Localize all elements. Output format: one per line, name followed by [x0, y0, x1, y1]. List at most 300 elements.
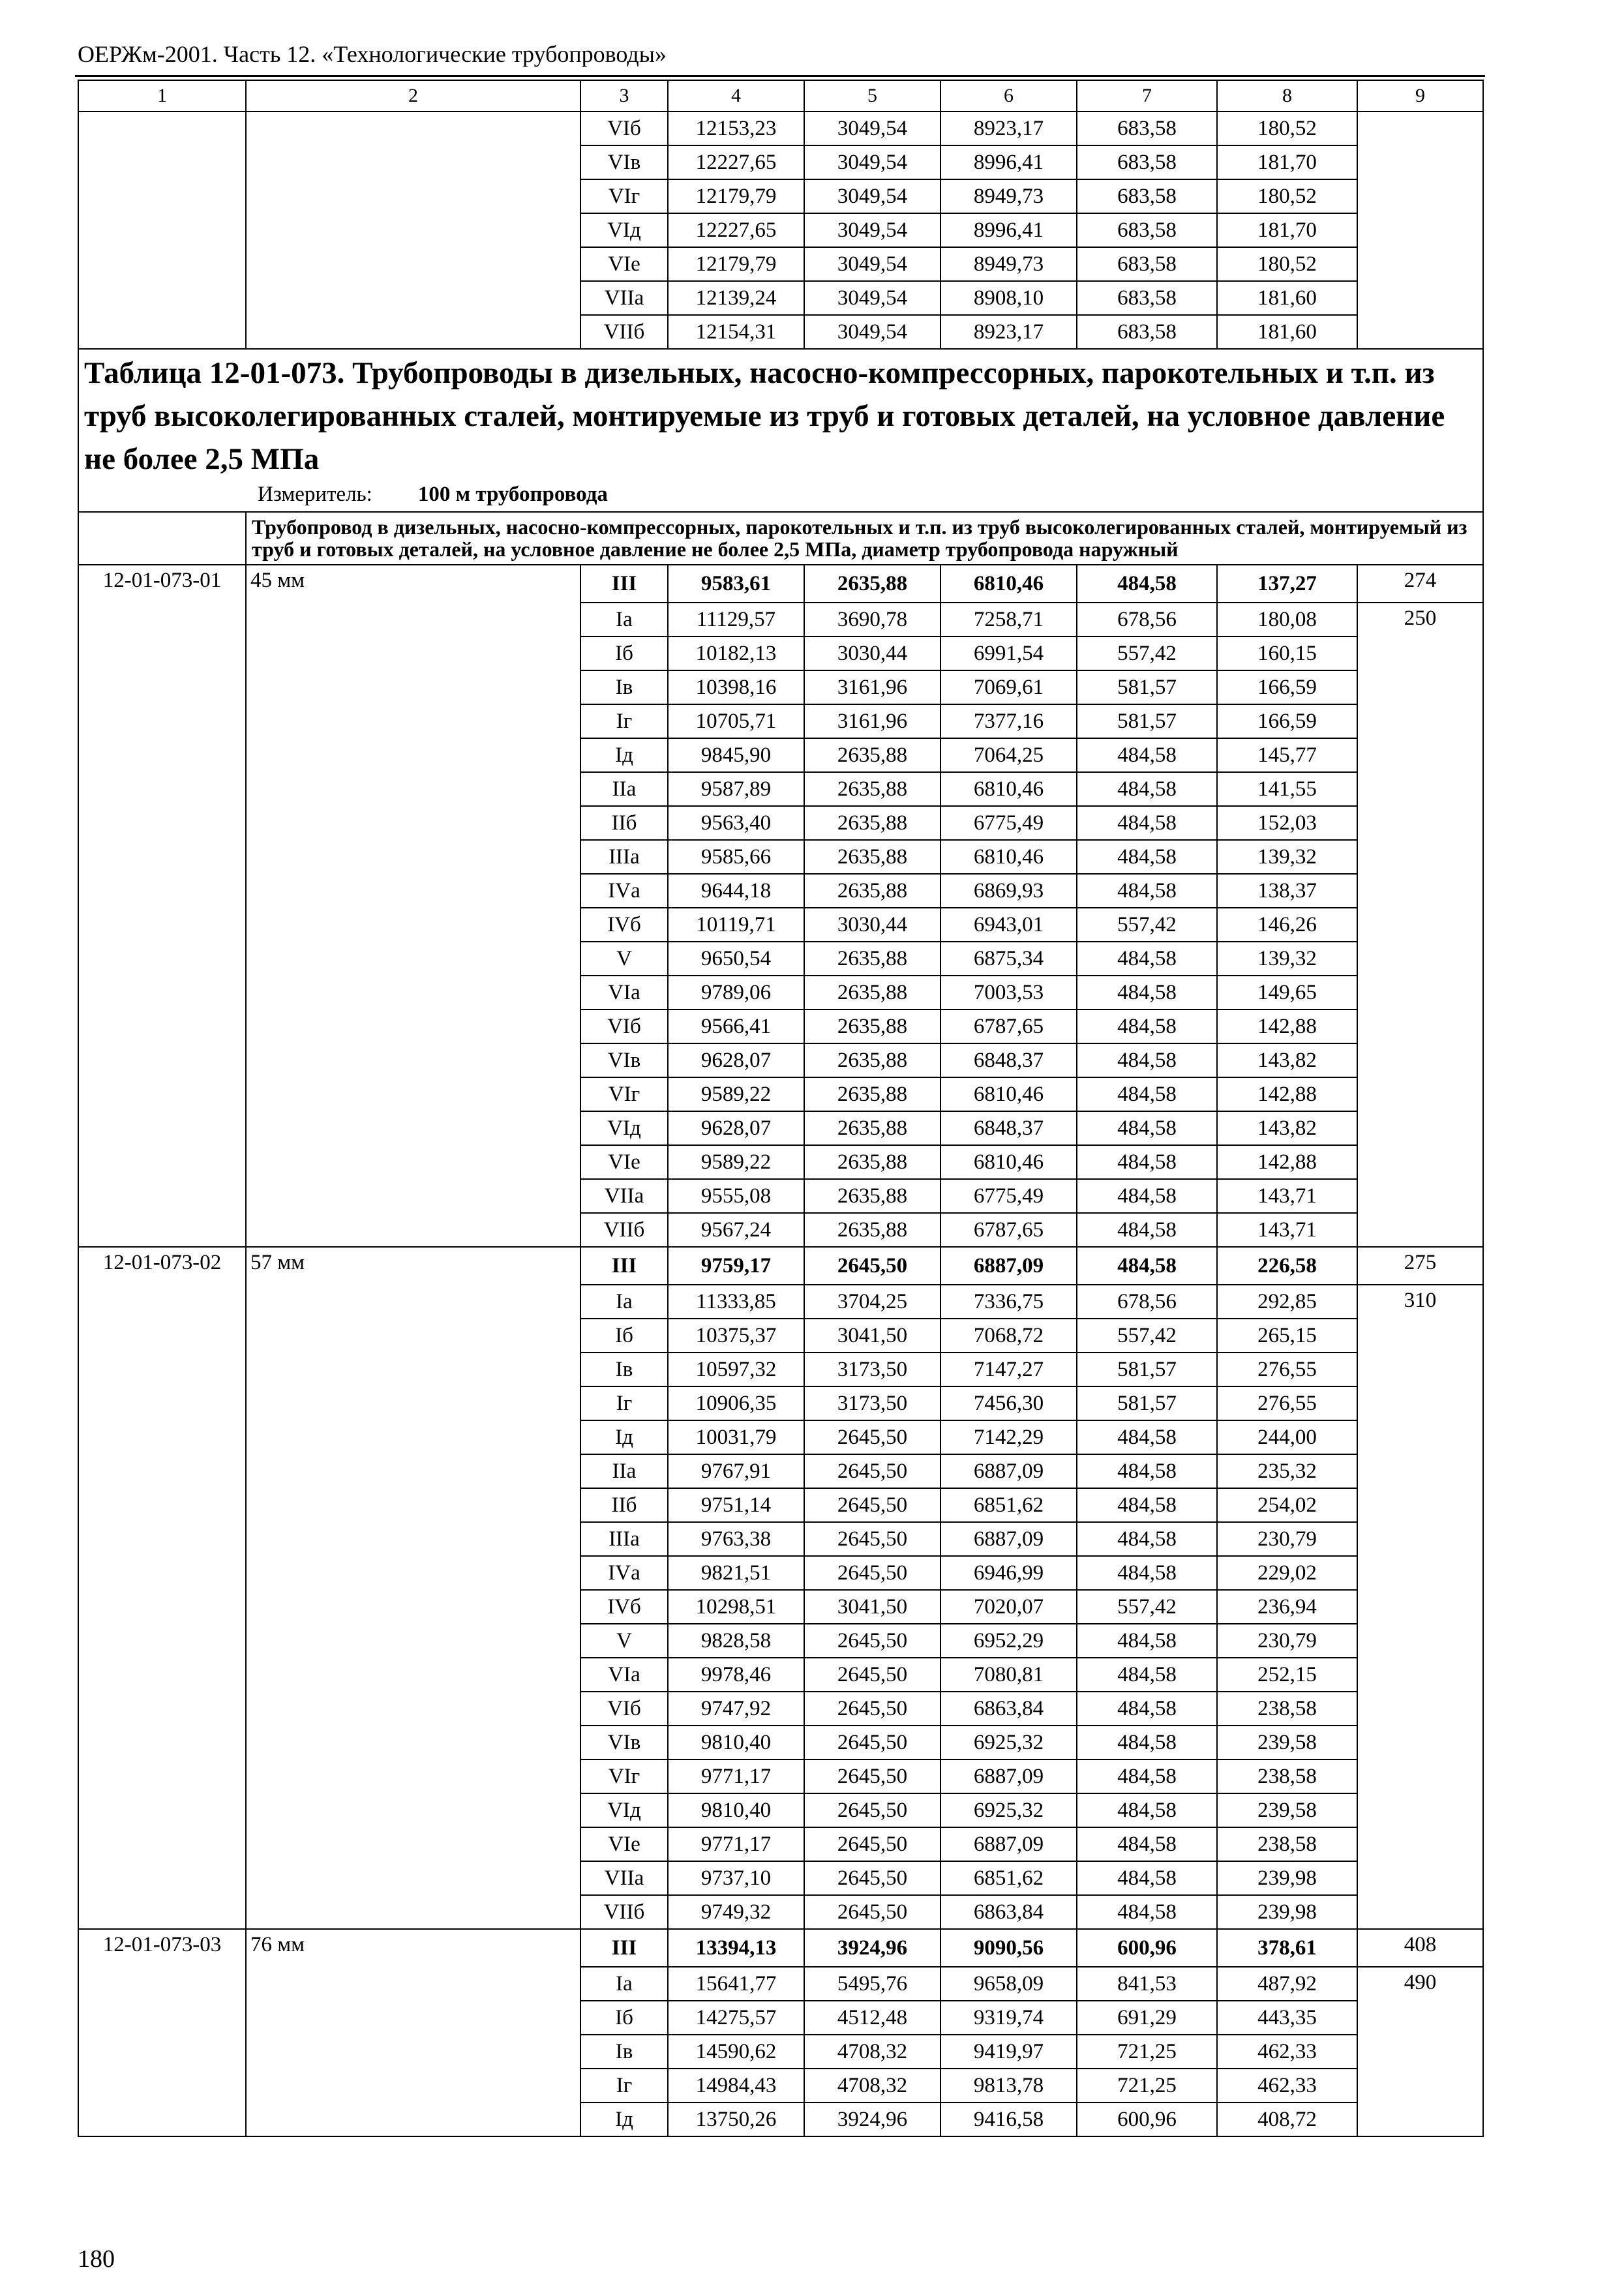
table-cell: 484,58: [1077, 806, 1217, 840]
table-cell: Iб: [580, 2001, 668, 2035]
table-cell: 6810,46: [940, 1077, 1077, 1111]
table-cell: 484,58: [1077, 1420, 1217, 1454]
table-cell: 8949,73: [940, 179, 1077, 213]
table-cell: 10375,37: [668, 1319, 804, 1353]
column-9-value: 250: [1357, 603, 1483, 1247]
table-cell: 2645,50: [804, 1793, 940, 1827]
table-cell: 484,58: [1077, 840, 1217, 874]
table-cell: 6887,09: [940, 1759, 1077, 1793]
table-cell: 6810,46: [940, 772, 1077, 806]
table-cell: IIб: [580, 1488, 668, 1522]
table-cell: 6925,32: [940, 1793, 1077, 1827]
table-cell: 7068,72: [940, 1319, 1077, 1353]
table-cell: 2645,50: [804, 1692, 940, 1726]
table-cell: 3030,44: [804, 636, 940, 670]
table-cell: 9567,24: [668, 1213, 804, 1247]
table-cell: 8923,17: [940, 112, 1077, 145]
table-cell: Iд: [580, 1420, 668, 1454]
table-cell: 6887,09: [940, 1827, 1077, 1861]
table-cell: III: [580, 565, 668, 603]
table-cell: 6775,49: [940, 1179, 1077, 1213]
table-cell: 487,92: [1217, 1967, 1357, 2001]
table-cell: 3173,50: [804, 1386, 940, 1420]
column-9-value: 275: [1357, 1247, 1483, 1285]
table-title-cell: [78, 349, 1483, 512]
table-cell: VIв: [580, 1726, 668, 1759]
table-cell: 3173,50: [804, 1353, 940, 1386]
table-cell: 484,58: [1077, 942, 1217, 976]
table-cell: Iв: [580, 2035, 668, 2069]
table-cell: 14590,62: [668, 2035, 804, 2069]
table-cell: 181,70: [1217, 213, 1357, 247]
column-number: 6: [940, 80, 1077, 112]
table-cell: 9759,17: [668, 1247, 804, 1285]
table-cell: III: [580, 1929, 668, 1967]
table-row: [78, 1247, 1483, 1285]
table-cell: VIг: [580, 1759, 668, 1793]
table-cell: 2635,88: [804, 1077, 940, 1111]
table-cell: VIIа: [580, 1179, 668, 1213]
table-cell: 3049,54: [804, 281, 940, 315]
table-cell: 6943,01: [940, 908, 1077, 942]
table-cell: 239,98: [1217, 1895, 1357, 1929]
table-cell: Iа: [580, 603, 668, 636]
table-cell: IIа: [580, 1454, 668, 1488]
table-cell: 229,02: [1217, 1556, 1357, 1590]
table-cell: 6925,32: [940, 1726, 1077, 1759]
column-number: 8: [1217, 80, 1357, 112]
table-cell: 12153,23: [668, 112, 804, 145]
table-cell: 2635,88: [804, 1145, 940, 1179]
table-cell: 7377,16: [940, 704, 1077, 738]
table-cell: 484,58: [1077, 1111, 1217, 1145]
table-cell: 683,58: [1077, 247, 1217, 281]
table-cell: IIIа: [580, 840, 668, 874]
table-cell: 10119,71: [668, 908, 804, 942]
table-cell: 9589,22: [668, 1077, 804, 1111]
table-cell: 2645,50: [804, 1895, 940, 1929]
measure-line: [84, 483, 1477, 506]
column-9-value: 310: [1357, 1285, 1483, 1929]
table-cell: 236,94: [1217, 1590, 1357, 1624]
table-cell: 2645,50: [804, 1420, 940, 1454]
table-cell: 12154,31: [668, 315, 804, 349]
table-cell: 12139,24: [668, 281, 804, 315]
table-cell: 3041,50: [804, 1590, 940, 1624]
table-cell: 230,79: [1217, 1522, 1357, 1556]
column-9-value: 408: [1357, 1929, 1483, 1967]
table-cell: 5495,76: [804, 1967, 940, 2001]
table-cell: VIд: [580, 1111, 668, 1145]
table-cell: 9585,66: [668, 840, 804, 874]
table-cell: 9771,17: [668, 1759, 804, 1793]
table-cell: 142,88: [1217, 1010, 1357, 1043]
table-cell: 721,25: [1077, 2035, 1217, 2069]
item-code: 12-01-073-02: [78, 1247, 246, 1929]
table-cell: 484,58: [1077, 1658, 1217, 1692]
table-cell: 152,03: [1217, 806, 1357, 840]
table-cell: 2635,88: [804, 1213, 940, 1247]
table-cell: 9751,14: [668, 1488, 804, 1522]
table-cell: 9319,74: [940, 2001, 1077, 2035]
table-cell: 238,58: [1217, 1827, 1357, 1861]
table-cell: 484,58: [1077, 1179, 1217, 1213]
table-cell: IVа: [580, 1556, 668, 1590]
table-cell: 683,58: [1077, 315, 1217, 349]
table-cell: 14275,57: [668, 2001, 804, 2035]
empty-cell: [1357, 112, 1483, 349]
table-cell: 581,57: [1077, 670, 1217, 704]
table-cell: 9771,17: [668, 1827, 804, 1861]
table-cell: IIа: [580, 772, 668, 806]
table-cell: 10906,35: [668, 1386, 804, 1420]
table-cell: 484,58: [1077, 1692, 1217, 1726]
table-cell: 3049,54: [804, 315, 940, 349]
table-cell: 13394,13: [668, 1929, 804, 1967]
table-cell: 3924,96: [804, 2102, 940, 2136]
table-cell: 14984,43: [668, 2069, 804, 2102]
table-cell: 180,08: [1217, 603, 1357, 636]
table-cell: 557,42: [1077, 1319, 1217, 1353]
table-cell: 581,57: [1077, 704, 1217, 738]
table-cell: VIа: [580, 976, 668, 1010]
table-cell: 2645,50: [804, 1556, 940, 1590]
table-cell: 6848,37: [940, 1111, 1077, 1145]
table-cell: VIIа: [580, 281, 668, 315]
table-cell: 10398,16: [668, 670, 804, 704]
table-cell: III: [580, 1247, 668, 1285]
table-cell: 4512,48: [804, 2001, 940, 2035]
table-cell: 8996,41: [940, 145, 1077, 179]
table-cell: 3049,54: [804, 112, 940, 145]
table-cell: 7069,61: [940, 670, 1077, 704]
table-cell: 484,58: [1077, 1726, 1217, 1759]
table-cell: VIв: [580, 1043, 668, 1077]
table-cell: 6810,46: [940, 1145, 1077, 1179]
table-cell: 180,52: [1217, 179, 1357, 213]
table-cell: 276,55: [1217, 1386, 1357, 1420]
table-cell: 4708,32: [804, 2069, 940, 2102]
table-cell: 2635,88: [804, 1179, 940, 1213]
table-cell: 484,58: [1077, 976, 1217, 1010]
table-cell: 6887,09: [940, 1454, 1077, 1488]
table-cell: 3049,54: [804, 179, 940, 213]
table-cell: 2645,50: [804, 1658, 940, 1692]
table-cell: IVа: [580, 874, 668, 908]
table-cell: 9821,51: [668, 1556, 804, 1590]
table-cell: 6887,09: [940, 1247, 1077, 1285]
table-cell: 9589,22: [668, 1145, 804, 1179]
table-cell: 2635,88: [804, 806, 940, 840]
table-cell: V: [580, 1624, 668, 1658]
empty-cell: [78, 112, 246, 349]
table-cell: 9749,32: [668, 1895, 804, 1929]
table-cell: 239,58: [1217, 1726, 1357, 1759]
table-cell: 9555,08: [668, 1179, 804, 1213]
table-cell: 9978,46: [668, 1658, 804, 1692]
table-cell: 683,58: [1077, 112, 1217, 145]
measure-value: 100 м трубопровода: [417, 483, 608, 507]
table-cell: 7456,30: [940, 1386, 1077, 1420]
column-9-value: 490: [1357, 1967, 1483, 2136]
table-cell: 484,58: [1077, 1522, 1217, 1556]
table-cell: 3049,54: [804, 213, 940, 247]
table-cell: 2645,50: [804, 1454, 940, 1488]
table-cell: 6869,93: [940, 874, 1077, 908]
table-cell: 443,35: [1217, 2001, 1357, 2035]
table-cell: 484,58: [1077, 1759, 1217, 1793]
table-cell: 180,52: [1217, 112, 1357, 145]
table-cell: 2635,88: [804, 976, 940, 1010]
table-cell: 484,58: [1077, 874, 1217, 908]
table-cell: 6848,37: [940, 1043, 1077, 1077]
table-cell: 678,56: [1077, 1285, 1217, 1319]
table-cell: 678,56: [1077, 603, 1217, 636]
table-cell: 581,57: [1077, 1386, 1217, 1420]
table-cell: 484,58: [1077, 1827, 1217, 1861]
item-diameter: 76 мм: [246, 1929, 580, 2136]
table-row: [78, 1929, 1483, 1967]
table-cell: 3161,96: [804, 670, 940, 704]
table-cell: 3049,54: [804, 247, 940, 281]
table-cell: Iб: [580, 1319, 668, 1353]
table-cell: 7003,53: [940, 976, 1077, 1010]
table-cell: 484,58: [1077, 1793, 1217, 1827]
table-cell: VIб: [580, 1692, 668, 1726]
column-number: 3: [580, 80, 668, 112]
table-cell: 557,42: [1077, 636, 1217, 670]
table-cell: 141,55: [1217, 772, 1357, 806]
table-cell: 10705,71: [668, 704, 804, 738]
running-header: ОЕРЖм-2001. Часть 12. «Технологические трубопроводы»: [78, 41, 667, 67]
table-cell: 2645,50: [804, 1861, 940, 1895]
table-cell: 484,58: [1077, 1145, 1217, 1179]
table-cell: 6863,84: [940, 1895, 1077, 1929]
table-cell: 6887,09: [940, 1522, 1077, 1556]
table-cell: 166,59: [1217, 670, 1357, 704]
table-cell: VIIа: [580, 1861, 668, 1895]
table-cell: 4708,32: [804, 2035, 940, 2069]
table-cell: 10298,51: [668, 1590, 804, 1624]
table-cell: 6775,49: [940, 806, 1077, 840]
item-diameter: 45 мм: [246, 565, 580, 1247]
table-cell: 145,77: [1217, 738, 1357, 772]
table-cell: 6810,46: [940, 565, 1077, 603]
table-cell: 6875,34: [940, 942, 1077, 976]
description-row: [78, 512, 1483, 565]
table-cell: 142,88: [1217, 1077, 1357, 1111]
table-cell: 6952,29: [940, 1624, 1077, 1658]
table-cell: 484,58: [1077, 1010, 1217, 1043]
table-cell: VIа: [580, 1658, 668, 1692]
table-cell: 9737,10: [668, 1861, 804, 1895]
table-cell: 484,58: [1077, 1454, 1217, 1488]
table-cell: 13750,26: [668, 2102, 804, 2136]
table-cell: VIб: [580, 112, 668, 145]
table-cell: 841,53: [1077, 1967, 1217, 2001]
table-cell: 143,82: [1217, 1111, 1357, 1145]
table-cell: 6991,54: [940, 636, 1077, 670]
table-cell: 484,58: [1077, 1624, 1217, 1658]
table-cell: VIе: [580, 1145, 668, 1179]
table-cell: VIв: [580, 145, 668, 179]
table-cell: 721,25: [1077, 2069, 1217, 2102]
table-cell: 2635,88: [804, 772, 940, 806]
table-cell: 484,58: [1077, 772, 1217, 806]
table-cell: 160,15: [1217, 636, 1357, 670]
column-9-value: 274: [1357, 565, 1483, 603]
measure-label: Измеритель:: [258, 483, 372, 507]
table-cell: 7080,81: [940, 1658, 1077, 1692]
empty-cell: [246, 112, 580, 349]
table-cell: 15641,77: [668, 1967, 804, 2001]
table-cell: 2635,88: [804, 738, 940, 772]
table-cell: 181,70: [1217, 145, 1357, 179]
table-cell: Iг: [580, 2069, 668, 2102]
table-cell: IVб: [580, 908, 668, 942]
table-cell: VIе: [580, 1827, 668, 1861]
price-table: [78, 80, 1484, 2137]
table-cell: 166,59: [1217, 704, 1357, 738]
table-cell: 10597,32: [668, 1353, 804, 1386]
table-cell: IVб: [580, 1590, 668, 1624]
table-cell: 11129,57: [668, 603, 804, 636]
table-cell: 226,58: [1217, 1247, 1357, 1285]
table-cell: 2645,50: [804, 1522, 940, 1556]
table-cell: 8908,10: [940, 281, 1077, 315]
table-cell: 143,71: [1217, 1213, 1357, 1247]
table-cell: Iв: [580, 1353, 668, 1386]
table-cell: 238,58: [1217, 1692, 1357, 1726]
table-cell: 484,58: [1077, 565, 1217, 603]
table-cell: 8923,17: [940, 315, 1077, 349]
table-cell: 9090,56: [940, 1929, 1077, 1967]
table-cell: Iг: [580, 1386, 668, 1420]
column-number: 2: [246, 80, 580, 112]
table-cell: Iд: [580, 2102, 668, 2136]
table-cell: 239,98: [1217, 1861, 1357, 1895]
table-cell: 3030,44: [804, 908, 940, 942]
table-cell: 3690,78: [804, 603, 940, 636]
table-cell: 2635,88: [804, 565, 940, 603]
table-cell: 9416,58: [940, 2102, 1077, 2136]
table-cell: 7147,27: [940, 1353, 1077, 1386]
table-cell: 6851,62: [940, 1861, 1077, 1895]
table-cell: IIIа: [580, 1522, 668, 1556]
table-cell: 10031,79: [668, 1420, 804, 1454]
table-cell: 276,55: [1217, 1353, 1357, 1386]
table-cell: 252,15: [1217, 1658, 1357, 1692]
table-cell: 181,60: [1217, 315, 1357, 349]
table-cell: 6810,46: [940, 840, 1077, 874]
table-cell: 8949,73: [940, 247, 1077, 281]
table-cell: VIд: [580, 213, 668, 247]
table-cell: 2635,88: [804, 1010, 940, 1043]
table-cell: 6787,65: [940, 1010, 1077, 1043]
table-cell: 7336,75: [940, 1285, 1077, 1319]
table-cell: 235,32: [1217, 1454, 1357, 1488]
table-cell: 9419,97: [940, 2035, 1077, 2069]
table-cell: 484,58: [1077, 738, 1217, 772]
table-cell: VIIб: [580, 1895, 668, 1929]
table-cell: 11333,85: [668, 1285, 804, 1319]
table-cell: 149,65: [1217, 976, 1357, 1010]
table-title-row: [78, 349, 1483, 512]
table-cell: 3049,54: [804, 145, 940, 179]
table-cell: 230,79: [1217, 1624, 1357, 1658]
table-cell: 138,37: [1217, 874, 1357, 908]
table-cell: Iа: [580, 1285, 668, 1319]
header-rule: [75, 75, 1485, 77]
table-cell: 408,72: [1217, 2102, 1357, 2136]
empty-cell: [78, 512, 246, 565]
table-cell: 2645,50: [804, 1827, 940, 1861]
table-cell: 9628,07: [668, 1043, 804, 1077]
table-cell: 557,42: [1077, 1590, 1217, 1624]
table-cell: 484,58: [1077, 1488, 1217, 1522]
table-cell: 2645,50: [804, 1726, 940, 1759]
table-cell: 7142,29: [940, 1420, 1077, 1454]
column-number: 4: [668, 80, 804, 112]
table-cell: 7064,25: [940, 738, 1077, 772]
column-number: 5: [804, 80, 940, 112]
table-cell: 484,58: [1077, 1861, 1217, 1895]
table-cell: 265,15: [1217, 1319, 1357, 1353]
column-number-row: [78, 80, 1483, 112]
table-cell: VIIб: [580, 1213, 668, 1247]
table-cell: 10182,13: [668, 636, 804, 670]
table-cell: 9563,40: [668, 806, 804, 840]
table-cell: 683,58: [1077, 179, 1217, 213]
table-cell: 2635,88: [804, 1043, 940, 1077]
table-cell: 2635,88: [804, 874, 940, 908]
table-cell: 12227,65: [668, 213, 804, 247]
table-cell: Iа: [580, 1967, 668, 2001]
table-cell: 484,58: [1077, 1213, 1217, 1247]
table-cell: 7020,07: [940, 1590, 1077, 1624]
table-cell: 2645,50: [804, 1247, 940, 1285]
table-cell: VIг: [580, 1077, 668, 1111]
table-cell: 2635,88: [804, 1111, 940, 1145]
table-cell: 9813,78: [940, 2069, 1077, 2102]
table-cell: 2645,50: [804, 1488, 940, 1522]
table-cell: 9566,41: [668, 1010, 804, 1043]
table-cell: V: [580, 942, 668, 976]
table-cell: 484,58: [1077, 1043, 1217, 1077]
table-cell: 3041,50: [804, 1319, 940, 1353]
table-cell: 6787,65: [940, 1213, 1077, 1247]
table-cell: 9810,40: [668, 1793, 804, 1827]
table-cell: VIд: [580, 1793, 668, 1827]
table-cell: 12179,79: [668, 247, 804, 281]
table-cell: 484,58: [1077, 1247, 1217, 1285]
table-cell: 3704,25: [804, 1285, 940, 1319]
page-number: 180: [78, 2245, 115, 2273]
table-cell: Iг: [580, 704, 668, 738]
table-cell: 9789,06: [668, 976, 804, 1010]
table-cell: 9828,58: [668, 1624, 804, 1658]
table-cell: 143,82: [1217, 1043, 1357, 1077]
table-cell: Iд: [580, 738, 668, 772]
table-cell: 7258,71: [940, 603, 1077, 636]
table-cell: 600,96: [1077, 1929, 1217, 1967]
table-cell: 181,60: [1217, 281, 1357, 315]
table-cell: 139,32: [1217, 840, 1357, 874]
table-cell: 6863,84: [940, 1692, 1077, 1726]
table-cell: 143,71: [1217, 1179, 1357, 1213]
table-cell: 137,27: [1217, 565, 1357, 603]
table-cell: 12179,79: [668, 179, 804, 213]
